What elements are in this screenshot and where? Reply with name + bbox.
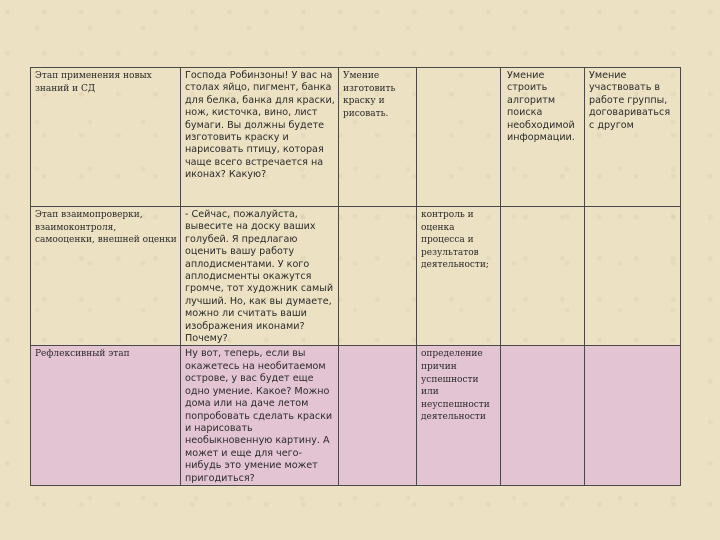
stage-cell: Этап применения новых знаний и СД: [31, 68, 181, 207]
communicative-result-cell: [585, 346, 681, 485]
subject-result-cell: [339, 346, 417, 485]
table-row: [31, 346, 681, 485]
regulative-result-cell: определение причин успешности или неуспешности деятельности: [417, 346, 501, 485]
subject-result-cell: [339, 207, 417, 346]
stage-cell: Рефлексивный этап: [31, 346, 181, 485]
table-row: [31, 207, 681, 346]
cognitive-result-cell: [501, 207, 585, 346]
teacher-activity-cell: Господа Робинзоны! У вас на столах яйцо, пигмент, банка для белка, банка для краски, нож, кисточка, вино, лист бумаги. Вы должны будете изготовить краску и нарисовать птицу, которая чаще всего встречается на иконах? Какую?: [181, 68, 339, 207]
table-row: [31, 68, 681, 207]
teacher-activity-cell: - Сейчас, пожалуйста, вывесите на доску ваших голубей. Я предлагаю оценить вашу работу аплодисментами. У кого аплодисменты окажутся громче, тот художник самый лучший. Но, как вы думаете, можно ли считать ваши изображения иконами? Почему?: [181, 207, 339, 346]
teacher-activity-cell: Ну вот, теперь, если вы окажетесь на необитаемом острове, у вас будет еще одно умение. Какое? Можно дома или на даче летом попробовать сделать краски и нарисовать необыкновенную картину. А может и еще для чего-нибудь это умение может пригодиться?: [181, 346, 339, 485]
cognitive-result-cell: Умение строить алгоритм поиска необходимой информации.: [501, 68, 585, 207]
communicative-result-cell: Умение участвовать в работе группы, договариваться с другом: [585, 68, 681, 207]
regulative-result-cell: [417, 68, 501, 207]
subject-result-cell: Умение изготовить краску и рисовать.: [339, 68, 417, 207]
stage-cell: Этап взаимопроверки, взаимоконтроля, самооценки, внешней оценки: [31, 207, 181, 346]
regulative-result-cell: контроль и оценка процесса и результатов деятельности;: [417, 207, 501, 346]
lesson-plan-table: [30, 67, 680, 486]
cognitive-result-cell: [501, 346, 585, 485]
communicative-result-cell: [585, 207, 681, 346]
